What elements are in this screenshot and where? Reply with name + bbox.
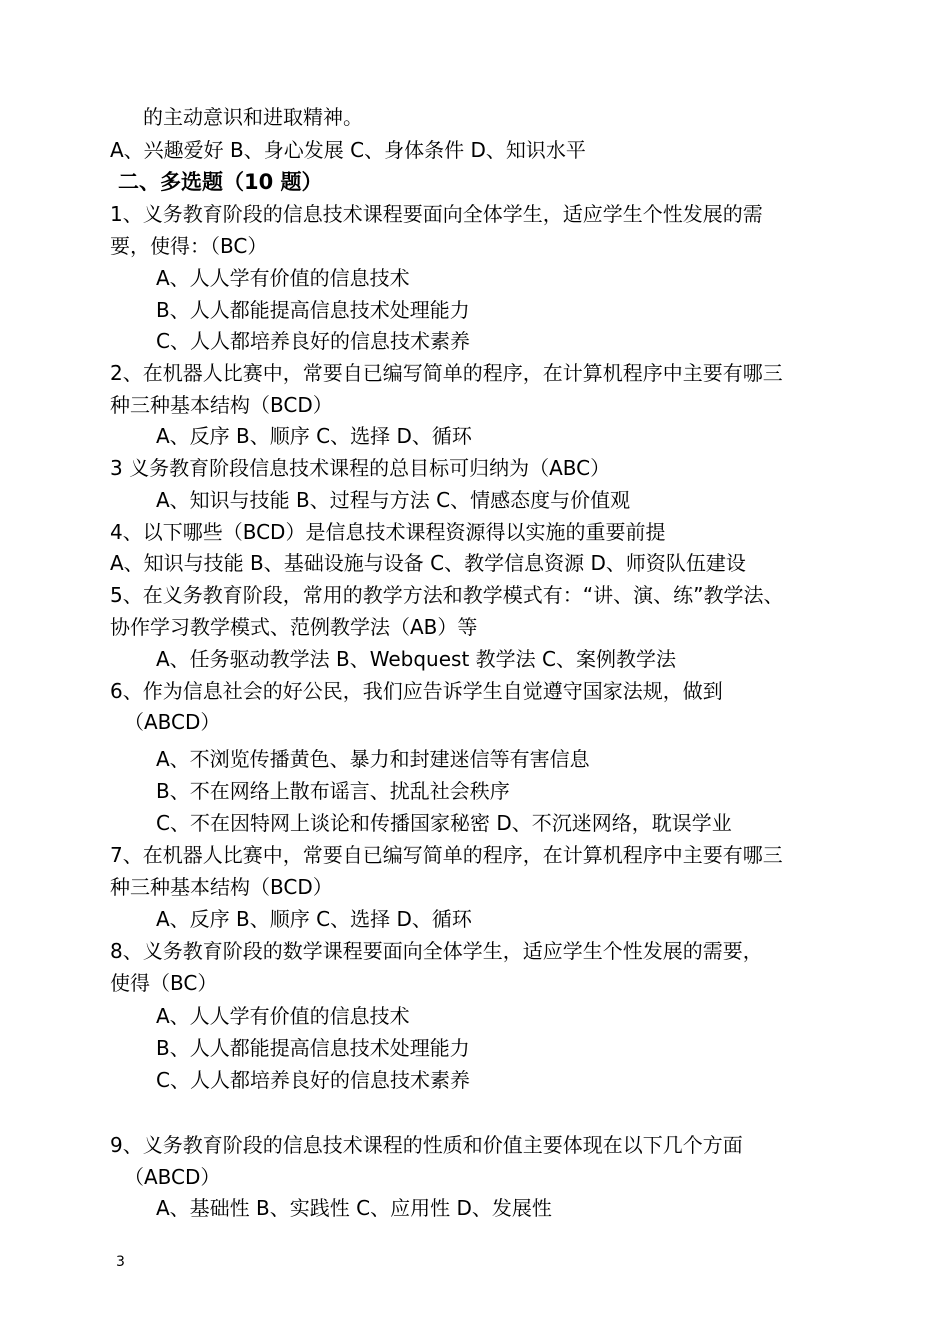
option-text: A、知识与技能 B、基础设施与设备 C、教学信息资源 D、师资队伍建设 <box>110 551 746 575</box>
question-text: 1、义务教育阶段的信息技术课程要面向全体学生，适应学生个性发展的需 <box>110 202 763 226</box>
option-text: C、人人都培养良好的信息技术素养 <box>156 1068 470 1092</box>
option-text: B、人人都能提高信息技术处理能力 <box>156 298 470 322</box>
question-text: 种三种基本结构（BCD） <box>110 875 333 899</box>
option-text: A、反序 B、顺序 C、选择 D、循环 <box>156 907 472 931</box>
option-text: C、不在因特网上谈论和传播国家秘密 D、不沉迷网络，耽误学业 <box>156 811 732 835</box>
question-text: 2、在机器人比赛中，常要自已编写简单的程序，在计算机程序中主要有哪三 <box>110 361 783 385</box>
page-number: 3 <box>116 1254 125 1270</box>
question-text: 3 义务教育阶段信息技术课程的总目标可归纳为（ABC） <box>110 456 611 480</box>
option-text: A、任务驱动教学法 B、Webquest 教学法 C、案例教学法 <box>156 647 676 671</box>
question-text: 使得（BC） <box>110 971 218 995</box>
option-text: A、人人学有价值的信息技术 <box>156 1004 410 1028</box>
option-text: A、基础性 B、实践性 C、应用性 D、发展性 <box>156 1196 552 1220</box>
option-text: A、反序 B、顺序 C、选择 D、循环 <box>156 424 472 448</box>
option-text: B、不在网络上散布谣言、扰乱社会秩序 <box>156 779 510 803</box>
section-heading: 二、多选题（10 题） <box>118 170 323 194</box>
text-line: A、兴趣爱好 B、身心发展 C、身体条件 D、知识水平 <box>110 138 586 162</box>
question-text: （ABCD） <box>124 1165 221 1189</box>
question-text: 要，使得：（BC） <box>110 234 268 258</box>
question-text: 8、义务教育阶段的数学课程要面向全体学生，适应学生个性发展的需要， <box>110 939 763 963</box>
question-text: 协作学习教学模式、范例教学法（AB）等 <box>110 615 478 639</box>
text-line: 的主动意识和进取精神。 <box>143 105 363 129</box>
question-text: 4、以下哪些（BCD）是信息技术课程资源得以实施的重要前提 <box>110 520 666 544</box>
option-text: C、人人都培养良好的信息技术素养 <box>156 329 470 353</box>
question-text: 6、作为信息社会的好公民，我们应告诉学生自觉遵守国家法规，做到 <box>110 679 723 703</box>
option-text: B、人人都能提高信息技术处理能力 <box>156 1036 470 1060</box>
question-text: 7、在机器人比赛中，常要自已编写简单的程序，在计算机程序中主要有哪三 <box>110 843 783 867</box>
option-text: A、人人学有价值的信息技术 <box>156 266 410 290</box>
question-text: 9、义务教育阶段的信息技术课程的性质和价值主要体现在以下几个方面 <box>110 1133 743 1157</box>
option-text: A、知识与技能 B、过程与方法 C、情感态度与价值观 <box>156 488 631 512</box>
question-text: 种三种基本结构（BCD） <box>110 393 333 417</box>
option-text: A、不浏览传播黄色、暴力和封建迷信等有害信息 <box>156 747 590 771</box>
question-text: 5、在义务教育阶段，常用的教学方法和教学模式有：“讲、演、练”教学法、 <box>110 583 784 607</box>
question-text: （ABCD） <box>124 710 221 734</box>
